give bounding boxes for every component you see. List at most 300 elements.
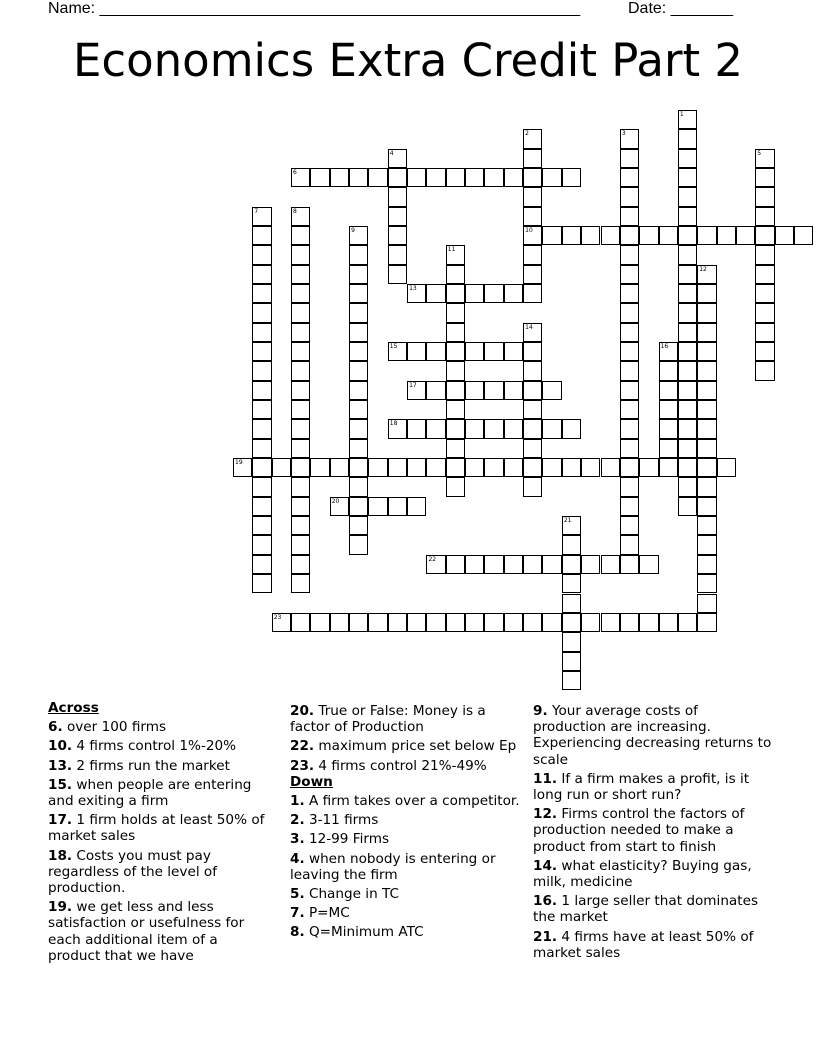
grid-cell[interactable] xyxy=(252,555,271,574)
grid-cell[interactable] xyxy=(426,168,445,187)
grid-cell[interactable] xyxy=(562,535,581,554)
grid-cell[interactable] xyxy=(697,323,716,342)
grid-cell[interactable] xyxy=(252,419,271,438)
grid-cell[interactable] xyxy=(349,497,368,516)
grid-cell[interactable] xyxy=(446,303,465,322)
grid-cell[interactable] xyxy=(562,632,581,651)
grid-cell[interactable] xyxy=(426,284,445,303)
grid-cell[interactable] xyxy=(291,381,310,400)
grid-cell[interactable] xyxy=(755,303,774,322)
grid-cell[interactable] xyxy=(659,439,678,458)
grid-cell[interactable] xyxy=(562,226,581,245)
clue-text: 1 firm holds at least 50% of market sales xyxy=(48,812,265,845)
clue-text: 4 firms have at least 50% of market sales xyxy=(533,928,754,961)
grid-cell[interactable] xyxy=(620,419,639,438)
clue-item xyxy=(533,806,773,855)
clue-item xyxy=(48,848,273,897)
grid-cell[interactable] xyxy=(523,207,542,226)
grid-cell[interactable] xyxy=(542,613,561,632)
grid-cell[interactable] xyxy=(407,458,426,477)
grid-cell[interactable] xyxy=(697,594,716,613)
grid-cell[interactable] xyxy=(504,613,523,632)
grid-cell[interactable] xyxy=(523,149,542,168)
grid-cell[interactable] xyxy=(697,535,716,554)
clue-column-3 xyxy=(533,700,773,961)
clue-number: 13 xyxy=(409,285,417,293)
grid-cell[interactable] xyxy=(581,458,600,477)
grid-cell[interactable] xyxy=(678,497,697,516)
clue-number-label: 22. xyxy=(290,738,315,755)
grid-cell[interactable] xyxy=(426,419,445,438)
grid-cell[interactable] xyxy=(678,419,697,438)
grid-cell[interactable] xyxy=(620,361,639,380)
grid-cell[interactable] xyxy=(581,226,600,245)
grid-cell[interactable] xyxy=(678,149,697,168)
grid-cell[interactable] xyxy=(388,245,407,264)
grid-cell[interactable] xyxy=(620,477,639,496)
clue-number-label: 1. xyxy=(290,793,305,810)
grid-cell[interactable] xyxy=(755,245,774,264)
grid-cell[interactable] xyxy=(446,168,465,187)
grid-cell[interactable] xyxy=(252,535,271,554)
grid-cell[interactable] xyxy=(291,555,310,574)
grid-cell[interactable] xyxy=(523,400,542,419)
grid-cell[interactable] xyxy=(368,497,387,516)
grid-cell[interactable] xyxy=(484,381,503,400)
grid-cell[interactable] xyxy=(252,497,271,516)
clue-item xyxy=(533,893,773,925)
grid-cell[interactable] xyxy=(388,168,407,187)
grid-cell[interactable] xyxy=(755,361,774,380)
grid-cell[interactable] xyxy=(736,226,755,245)
grid-cell[interactable] xyxy=(388,613,407,632)
grid-cell[interactable] xyxy=(620,226,639,245)
grid-cell[interactable] xyxy=(252,516,271,535)
grid-cell[interactable] xyxy=(678,284,697,303)
clue-item xyxy=(533,703,773,768)
grid-cell[interactable] xyxy=(697,477,716,496)
grid-cell[interactable] xyxy=(252,245,271,264)
grid-cell[interactable] xyxy=(349,458,368,477)
grid-cell[interactable] xyxy=(349,284,368,303)
grid-cell[interactable] xyxy=(620,149,639,168)
grid-cell[interactable] xyxy=(678,207,697,226)
clue-number-label: 10. xyxy=(48,738,73,755)
grid-cell[interactable] xyxy=(465,613,484,632)
grid-cell[interactable] xyxy=(388,497,407,516)
grid-cell[interactable] xyxy=(678,245,697,264)
grid-cell[interactable] xyxy=(523,458,542,477)
grid-cell[interactable] xyxy=(465,168,484,187)
grid-cell[interactable] xyxy=(755,342,774,361)
grid-cell[interactable] xyxy=(504,419,523,438)
clue-heading: Down xyxy=(290,773,333,790)
grid-cell[interactable] xyxy=(349,439,368,458)
grid-cell[interactable] xyxy=(349,516,368,535)
grid-cell[interactable] xyxy=(523,419,542,438)
grid-cell[interactable] xyxy=(678,458,697,477)
grid-cell[interactable] xyxy=(330,613,349,632)
grid-cell[interactable] xyxy=(620,400,639,419)
grid-cell[interactable] xyxy=(678,439,697,458)
grid-cell[interactable] xyxy=(755,265,774,284)
grid-cell[interactable] xyxy=(678,187,697,206)
grid-cell[interactable] xyxy=(659,226,678,245)
grid-cell[interactable] xyxy=(446,284,465,303)
grid-cell[interactable] xyxy=(446,381,465,400)
grid-cell[interactable] xyxy=(542,419,561,438)
grid-cell[interactable] xyxy=(775,226,794,245)
grid-cell[interactable] xyxy=(678,361,697,380)
grid-cell[interactable] xyxy=(755,226,774,245)
grid-cell[interactable] xyxy=(678,265,697,284)
grid-cell[interactable] xyxy=(407,342,426,361)
grid-cell[interactable] xyxy=(368,168,387,187)
grid-cell[interactable] xyxy=(697,381,716,400)
grid-cell[interactable] xyxy=(291,497,310,516)
grid-cell[interactable] xyxy=(562,594,581,613)
grid-cell[interactable] xyxy=(678,342,697,361)
grid-cell[interactable] xyxy=(446,419,465,438)
grid-cell[interactable] xyxy=(291,361,310,380)
clue-number-label: 9. xyxy=(533,703,548,719)
grid-cell[interactable] xyxy=(697,303,716,322)
grid-cell[interactable] xyxy=(291,342,310,361)
grid-cell[interactable] xyxy=(697,497,716,516)
grid-cell[interactable] xyxy=(620,555,639,574)
grid-cell[interactable] xyxy=(504,342,523,361)
grid-cell[interactable] xyxy=(407,497,426,516)
grid-cell[interactable] xyxy=(349,303,368,322)
grid-cell[interactable] xyxy=(620,381,639,400)
grid-cell[interactable] xyxy=(542,458,561,477)
grid-cell[interactable] xyxy=(678,303,697,322)
grid-cell[interactable] xyxy=(562,652,581,671)
grid-cell[interactable] xyxy=(562,574,581,593)
grid-cell[interactable] xyxy=(620,245,639,264)
grid-cell[interactable] xyxy=(562,419,581,438)
clue-number-label: 19. xyxy=(48,899,73,916)
grid-cell[interactable] xyxy=(310,168,329,187)
grid-cell[interactable] xyxy=(620,284,639,303)
clue-text: Change in TC xyxy=(304,886,400,903)
grid-cell[interactable] xyxy=(291,613,310,632)
grid-cell[interactable] xyxy=(484,342,503,361)
grid-cell[interactable] xyxy=(504,284,523,303)
grid-cell[interactable] xyxy=(349,381,368,400)
grid-cell[interactable] xyxy=(426,381,445,400)
grid-cell[interactable] xyxy=(388,458,407,477)
grid-cell[interactable] xyxy=(697,284,716,303)
grid-cell[interactable] xyxy=(484,284,503,303)
grid-cell[interactable] xyxy=(252,226,271,245)
grid-cell[interactable] xyxy=(659,361,678,380)
grid-cell[interactable] xyxy=(426,458,445,477)
grid-cell[interactable] xyxy=(252,342,271,361)
grid-cell[interactable] xyxy=(349,477,368,496)
grid-cell[interactable] xyxy=(523,342,542,361)
grid-cell[interactable] xyxy=(484,168,503,187)
grid-cell[interactable] xyxy=(697,439,716,458)
grid-cell[interactable] xyxy=(620,516,639,535)
grid-cell[interactable] xyxy=(291,245,310,264)
grid-cell[interactable] xyxy=(717,226,736,245)
grid-cell[interactable] xyxy=(755,207,774,226)
grid-cell[interactable] xyxy=(291,574,310,593)
grid-cell[interactable] xyxy=(484,458,503,477)
clue-text: 2 firms run the market xyxy=(72,757,230,774)
grid-cell[interactable] xyxy=(446,323,465,342)
grid-cell[interactable] xyxy=(465,381,484,400)
grid-cell[interactable] xyxy=(291,477,310,496)
grid-cell[interactable] xyxy=(697,555,716,574)
grid-cell[interactable] xyxy=(484,555,503,574)
grid-cell[interactable] xyxy=(523,187,542,206)
grid-cell[interactable] xyxy=(426,342,445,361)
grid-cell[interactable] xyxy=(504,381,523,400)
grid-cell[interactable] xyxy=(446,458,465,477)
grid-cell[interactable] xyxy=(678,477,697,496)
grid-cell[interactable] xyxy=(291,535,310,554)
grid-cell[interactable] xyxy=(678,323,697,342)
grid-cell[interactable] xyxy=(678,381,697,400)
grid-cell[interactable] xyxy=(639,458,658,477)
grid-cell[interactable] xyxy=(620,168,639,187)
grid-cell[interactable] xyxy=(349,168,368,187)
grid-cell[interactable] xyxy=(446,439,465,458)
grid-cell[interactable] xyxy=(252,265,271,284)
grid-cell[interactable] xyxy=(620,439,639,458)
grid-cell[interactable] xyxy=(697,516,716,535)
grid-cell[interactable] xyxy=(523,168,542,187)
grid-cell[interactable] xyxy=(697,361,716,380)
grid-cell[interactable] xyxy=(581,613,600,632)
grid-cell[interactable] xyxy=(252,477,271,496)
grid-cell[interactable] xyxy=(542,381,561,400)
grid-cell[interactable] xyxy=(291,516,310,535)
grid-cell[interactable] xyxy=(562,555,581,574)
grid-cell[interactable] xyxy=(504,555,523,574)
grid-cell[interactable] xyxy=(252,458,271,477)
grid-cell[interactable] xyxy=(620,207,639,226)
grid-cell[interactable] xyxy=(349,245,368,264)
grid-cell[interactable] xyxy=(465,458,484,477)
grid-cell[interactable] xyxy=(620,497,639,516)
grid-cell[interactable] xyxy=(446,342,465,361)
grid-cell[interactable] xyxy=(446,477,465,496)
grid-cell[interactable] xyxy=(388,207,407,226)
grid-cell[interactable] xyxy=(291,284,310,303)
grid-cell[interactable] xyxy=(291,458,310,477)
grid-cell[interactable] xyxy=(639,555,658,574)
clue-text: Costs you must pay regardless of the level of production. xyxy=(48,847,218,897)
grid-cell[interactable] xyxy=(252,323,271,342)
grid-cell[interactable] xyxy=(252,284,271,303)
grid-cell[interactable] xyxy=(446,361,465,380)
grid-cell[interactable] xyxy=(678,400,697,419)
grid-cell[interactable] xyxy=(678,129,697,148)
grid-cell[interactable] xyxy=(523,477,542,496)
grid-cell[interactable] xyxy=(717,458,736,477)
grid-cell[interactable] xyxy=(310,613,329,632)
grid-cell[interactable] xyxy=(504,458,523,477)
name-field[interactable]: Name: ______________________________________________________ xyxy=(48,0,581,17)
grid-cell[interactable] xyxy=(349,400,368,419)
clue-number: 18 xyxy=(389,420,398,428)
grid-cell[interactable] xyxy=(523,245,542,264)
clue-item xyxy=(48,899,273,964)
grid-cell[interactable] xyxy=(601,458,620,477)
grid-cell[interactable] xyxy=(252,574,271,593)
grid-cell[interactable] xyxy=(330,458,349,477)
grid-cell[interactable] xyxy=(446,613,465,632)
grid-cell[interactable] xyxy=(794,226,813,245)
grid-cell[interactable] xyxy=(562,671,581,690)
grid-cell[interactable] xyxy=(349,613,368,632)
clue-text: 4 firms control 1%-20% xyxy=(72,738,237,755)
grid-cell[interactable] xyxy=(620,613,639,632)
grid-cell[interactable] xyxy=(581,555,600,574)
clue-number-label: 12. xyxy=(533,806,558,823)
grid-cell[interactable] xyxy=(310,458,329,477)
grid-cell[interactable] xyxy=(697,400,716,419)
grid-cell[interactable] xyxy=(523,265,542,284)
grid-cell[interactable] xyxy=(291,439,310,458)
grid-cell[interactable] xyxy=(407,613,426,632)
grid-cell[interactable] xyxy=(291,323,310,342)
grid-cell[interactable] xyxy=(659,381,678,400)
clue-text: True or False: Money is a factor of Production xyxy=(290,703,486,736)
clue-number-label: 21. xyxy=(533,928,558,945)
grid-cell[interactable] xyxy=(291,303,310,322)
clue-number: 21 xyxy=(563,517,572,525)
grid-cell[interactable] xyxy=(368,613,387,632)
grid-cell[interactable] xyxy=(349,361,368,380)
clue-text: Your average costs of production are increasing. Experiencing decreasing returns to scale xyxy=(533,703,772,768)
grid-cell[interactable] xyxy=(755,284,774,303)
clue-number: 2 xyxy=(525,130,529,138)
grid-cell[interactable] xyxy=(620,265,639,284)
grid-cell[interactable] xyxy=(697,226,716,245)
grid-cell[interactable] xyxy=(601,613,620,632)
grid-cell[interactable] xyxy=(465,419,484,438)
grid-cell[interactable] xyxy=(252,303,271,322)
grid-cell[interactable] xyxy=(697,613,716,632)
grid-cell[interactable] xyxy=(523,613,542,632)
grid-cell[interactable] xyxy=(426,613,445,632)
grid-cell[interactable] xyxy=(639,226,658,245)
grid-cell[interactable] xyxy=(446,555,465,574)
grid-cell[interactable] xyxy=(755,323,774,342)
grid-cell[interactable] xyxy=(465,342,484,361)
grid-cell[interactable] xyxy=(291,400,310,419)
grid-cell[interactable] xyxy=(659,400,678,419)
grid-cell[interactable] xyxy=(697,574,716,593)
grid-cell[interactable] xyxy=(620,187,639,206)
grid-cell[interactable] xyxy=(620,323,639,342)
grid-cell[interactable] xyxy=(349,342,368,361)
grid-cell[interactable] xyxy=(349,323,368,342)
grid-cell[interactable] xyxy=(542,226,561,245)
grid-cell[interactable] xyxy=(678,613,697,632)
grid-cell[interactable] xyxy=(678,168,697,187)
clue-number-label: 14. xyxy=(533,857,558,874)
grid-cell[interactable] xyxy=(407,419,426,438)
grid-cell[interactable] xyxy=(446,265,465,284)
grid-cell[interactable] xyxy=(697,342,716,361)
grid-cell[interactable] xyxy=(484,613,503,632)
clue-text: 1 large seller that dominates the market xyxy=(533,893,759,926)
grid-cell[interactable] xyxy=(601,555,620,574)
grid-cell[interactable] xyxy=(523,361,542,380)
grid-cell[interactable] xyxy=(388,187,407,206)
clue-number-label: 5. xyxy=(290,886,305,903)
grid-cell[interactable] xyxy=(252,400,271,419)
grid-cell[interactable] xyxy=(659,419,678,438)
grid-cell[interactable] xyxy=(504,168,523,187)
grid-cell[interactable] xyxy=(291,265,310,284)
grid-cell[interactable] xyxy=(620,303,639,322)
grid-cell[interactable] xyxy=(542,555,561,574)
grid-cell[interactable] xyxy=(349,419,368,438)
grid-cell[interactable] xyxy=(620,458,639,477)
clue-number: 6 xyxy=(293,169,297,177)
grid-cell[interactable] xyxy=(484,419,503,438)
grid-cell[interactable] xyxy=(349,535,368,554)
grid-cell[interactable] xyxy=(562,168,581,187)
grid-cell[interactable] xyxy=(388,265,407,284)
grid-cell[interactable] xyxy=(562,613,581,632)
grid-cell[interactable] xyxy=(465,555,484,574)
grid-cell[interactable] xyxy=(697,458,716,477)
grid-cell[interactable] xyxy=(252,381,271,400)
grid-cell[interactable] xyxy=(465,284,484,303)
grid-cell[interactable] xyxy=(368,458,387,477)
grid-cell[interactable] xyxy=(620,342,639,361)
grid-cell[interactable] xyxy=(523,284,542,303)
grid-cell[interactable] xyxy=(523,555,542,574)
grid-cell[interactable] xyxy=(755,168,774,187)
grid-cell[interactable] xyxy=(388,226,407,245)
grid-cell[interactable] xyxy=(523,439,542,458)
clue-item xyxy=(533,929,773,961)
clue-number: 12 xyxy=(699,265,707,273)
grid-cell[interactable] xyxy=(291,226,310,245)
grid-cell[interactable] xyxy=(678,226,697,245)
grid-cell[interactable] xyxy=(659,613,678,632)
grid-cell[interactable] xyxy=(272,458,291,477)
grid-cell[interactable] xyxy=(601,226,620,245)
grid-cell[interactable] xyxy=(523,381,542,400)
grid-cell[interactable] xyxy=(542,168,561,187)
grid-cell[interactable] xyxy=(349,265,368,284)
grid-cell[interactable] xyxy=(407,168,426,187)
grid-cell[interactable] xyxy=(562,458,581,477)
grid-cell[interactable] xyxy=(755,187,774,206)
grid-cell[interactable] xyxy=(291,419,310,438)
grid-cell[interactable] xyxy=(252,439,271,458)
clue-number: 7 xyxy=(254,207,259,215)
grid-cell[interactable] xyxy=(639,613,658,632)
clue-item xyxy=(533,771,773,803)
date-field[interactable]: Date: _______ xyxy=(628,0,733,17)
grid-cell[interactable] xyxy=(252,361,271,380)
grid-cell[interactable] xyxy=(446,400,465,419)
grid-cell[interactable] xyxy=(659,458,678,477)
grid-cell[interactable] xyxy=(330,168,349,187)
grid-cell[interactable] xyxy=(697,419,716,438)
grid-cell[interactable] xyxy=(620,535,639,554)
